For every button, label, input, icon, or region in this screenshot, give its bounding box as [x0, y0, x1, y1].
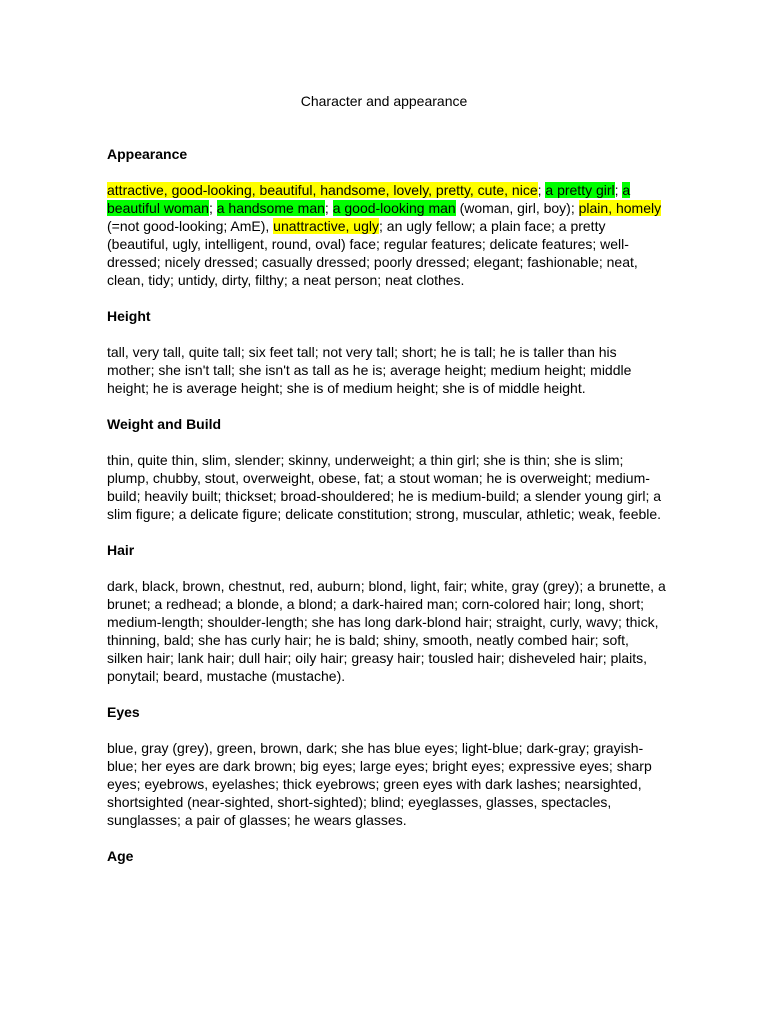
text-run: ; an ugly fellow; a plain face; a pretty (beautiful, ugly, intelligent, round, oval) face; regular features; delicate features; well-dressed; nicely dressed; casually dressed; poorly dressed; elegant; fashionable; neat, clean, tidy; untidy, dirty, filthy; a neat person; neat clothes.: [107, 218, 638, 288]
section-paragraph: [107, 739, 667, 829]
text-run: ;: [537, 182, 546, 198]
section-paragraph: [107, 181, 667, 289]
text-run: (=not good-looking; AmE),: [107, 218, 274, 234]
text-run: dark, black, brown, chestnut, red, auburn; blond, light, fair; white, gray (grey); a brunette, a brunet; a redhead; a blonde, a blond; a dark-haired man; corn-colored hair; long, short; medium-length; shoulder-length; she has long dark-blond hair; straight, curly, wavy; thick, thinning, bald; she has curly hair; he is bald; shiny, smooth, neatly combed hair; soft, silken hair; lank hair; dull hair; oily hair; greasy hair; tousled hair; disheveled hair; plaits, ponytail; beard, mustache (mustache).: [107, 578, 666, 684]
section-heading: Age: [107, 848, 134, 864]
section-paragraph: [107, 343, 667, 397]
highlighted-text: a good-looking man: [332, 200, 456, 216]
section-heading: Appearance: [107, 146, 188, 162]
highlighted-text: a beautiful woman: [107, 182, 631, 216]
text-run: ;: [324, 200, 333, 216]
highlighted-text: unattractive, ugly: [273, 218, 379, 234]
document-title: Character and appearance: [300, 93, 468, 109]
section-heading: Weight and Build: [107, 416, 222, 432]
highlighted-text: a handsome man: [216, 200, 325, 216]
text-run: blue, gray (grey), green, brown, dark; she has blue eyes; light-blue; dark-gray; grayish-blue; her eyes are dark brown; big eyes; large eyes; bright eyes; expressive eyes; sharp eyes; eyebrows, eyelashes; thick eyebrows; green eyes with dark lashes; nearsighted, shortsighted (near-sighted, short-sighted); blind; eyeglasses, glasses, spectacles, sunglasses; a pair of glasses; he wears glasses.: [107, 740, 652, 828]
highlighted-text: attractive, good-looking, beautiful, handsome, lovely, pretty, cute, nice: [107, 182, 538, 198]
highlighted-text: plain, homely: [578, 200, 662, 216]
text-run: ;: [208, 200, 217, 216]
section-heading: Height: [107, 308, 151, 324]
text-run: thin, quite thin, slim, slender; skinny, underweight; a thin girl; she is thin; she is slim; plump, chubby, stout, overweight, obese, fat; a stout woman; he is overweight; medium-build; heavily built; thickset; broad-shouldered; he is medium-build; a slender young girl; a slim figure; a delicate figure; delicate constitution; strong, muscular, athletic; weak, feeble.: [107, 452, 662, 522]
document-body: [107, 145, 667, 883]
section-paragraph: [107, 451, 667, 523]
text-run: ;: [614, 182, 623, 198]
section-paragraph: [107, 577, 667, 685]
text-run: (woman, girl, boy);: [455, 200, 579, 216]
highlighted-text: a pretty girl: [545, 182, 615, 198]
section-heading: Eyes: [107, 704, 140, 720]
text-run: tall, very tall, quite tall; six feet tall; not very tall; short; he is tall; he is taller than his mother; she isn't tall; she isn't as tall as he is; average height; medium height; middle height; he is average height; she is of medium height; she is of middle height.: [107, 344, 632, 396]
section-heading: Hair: [107, 542, 135, 558]
